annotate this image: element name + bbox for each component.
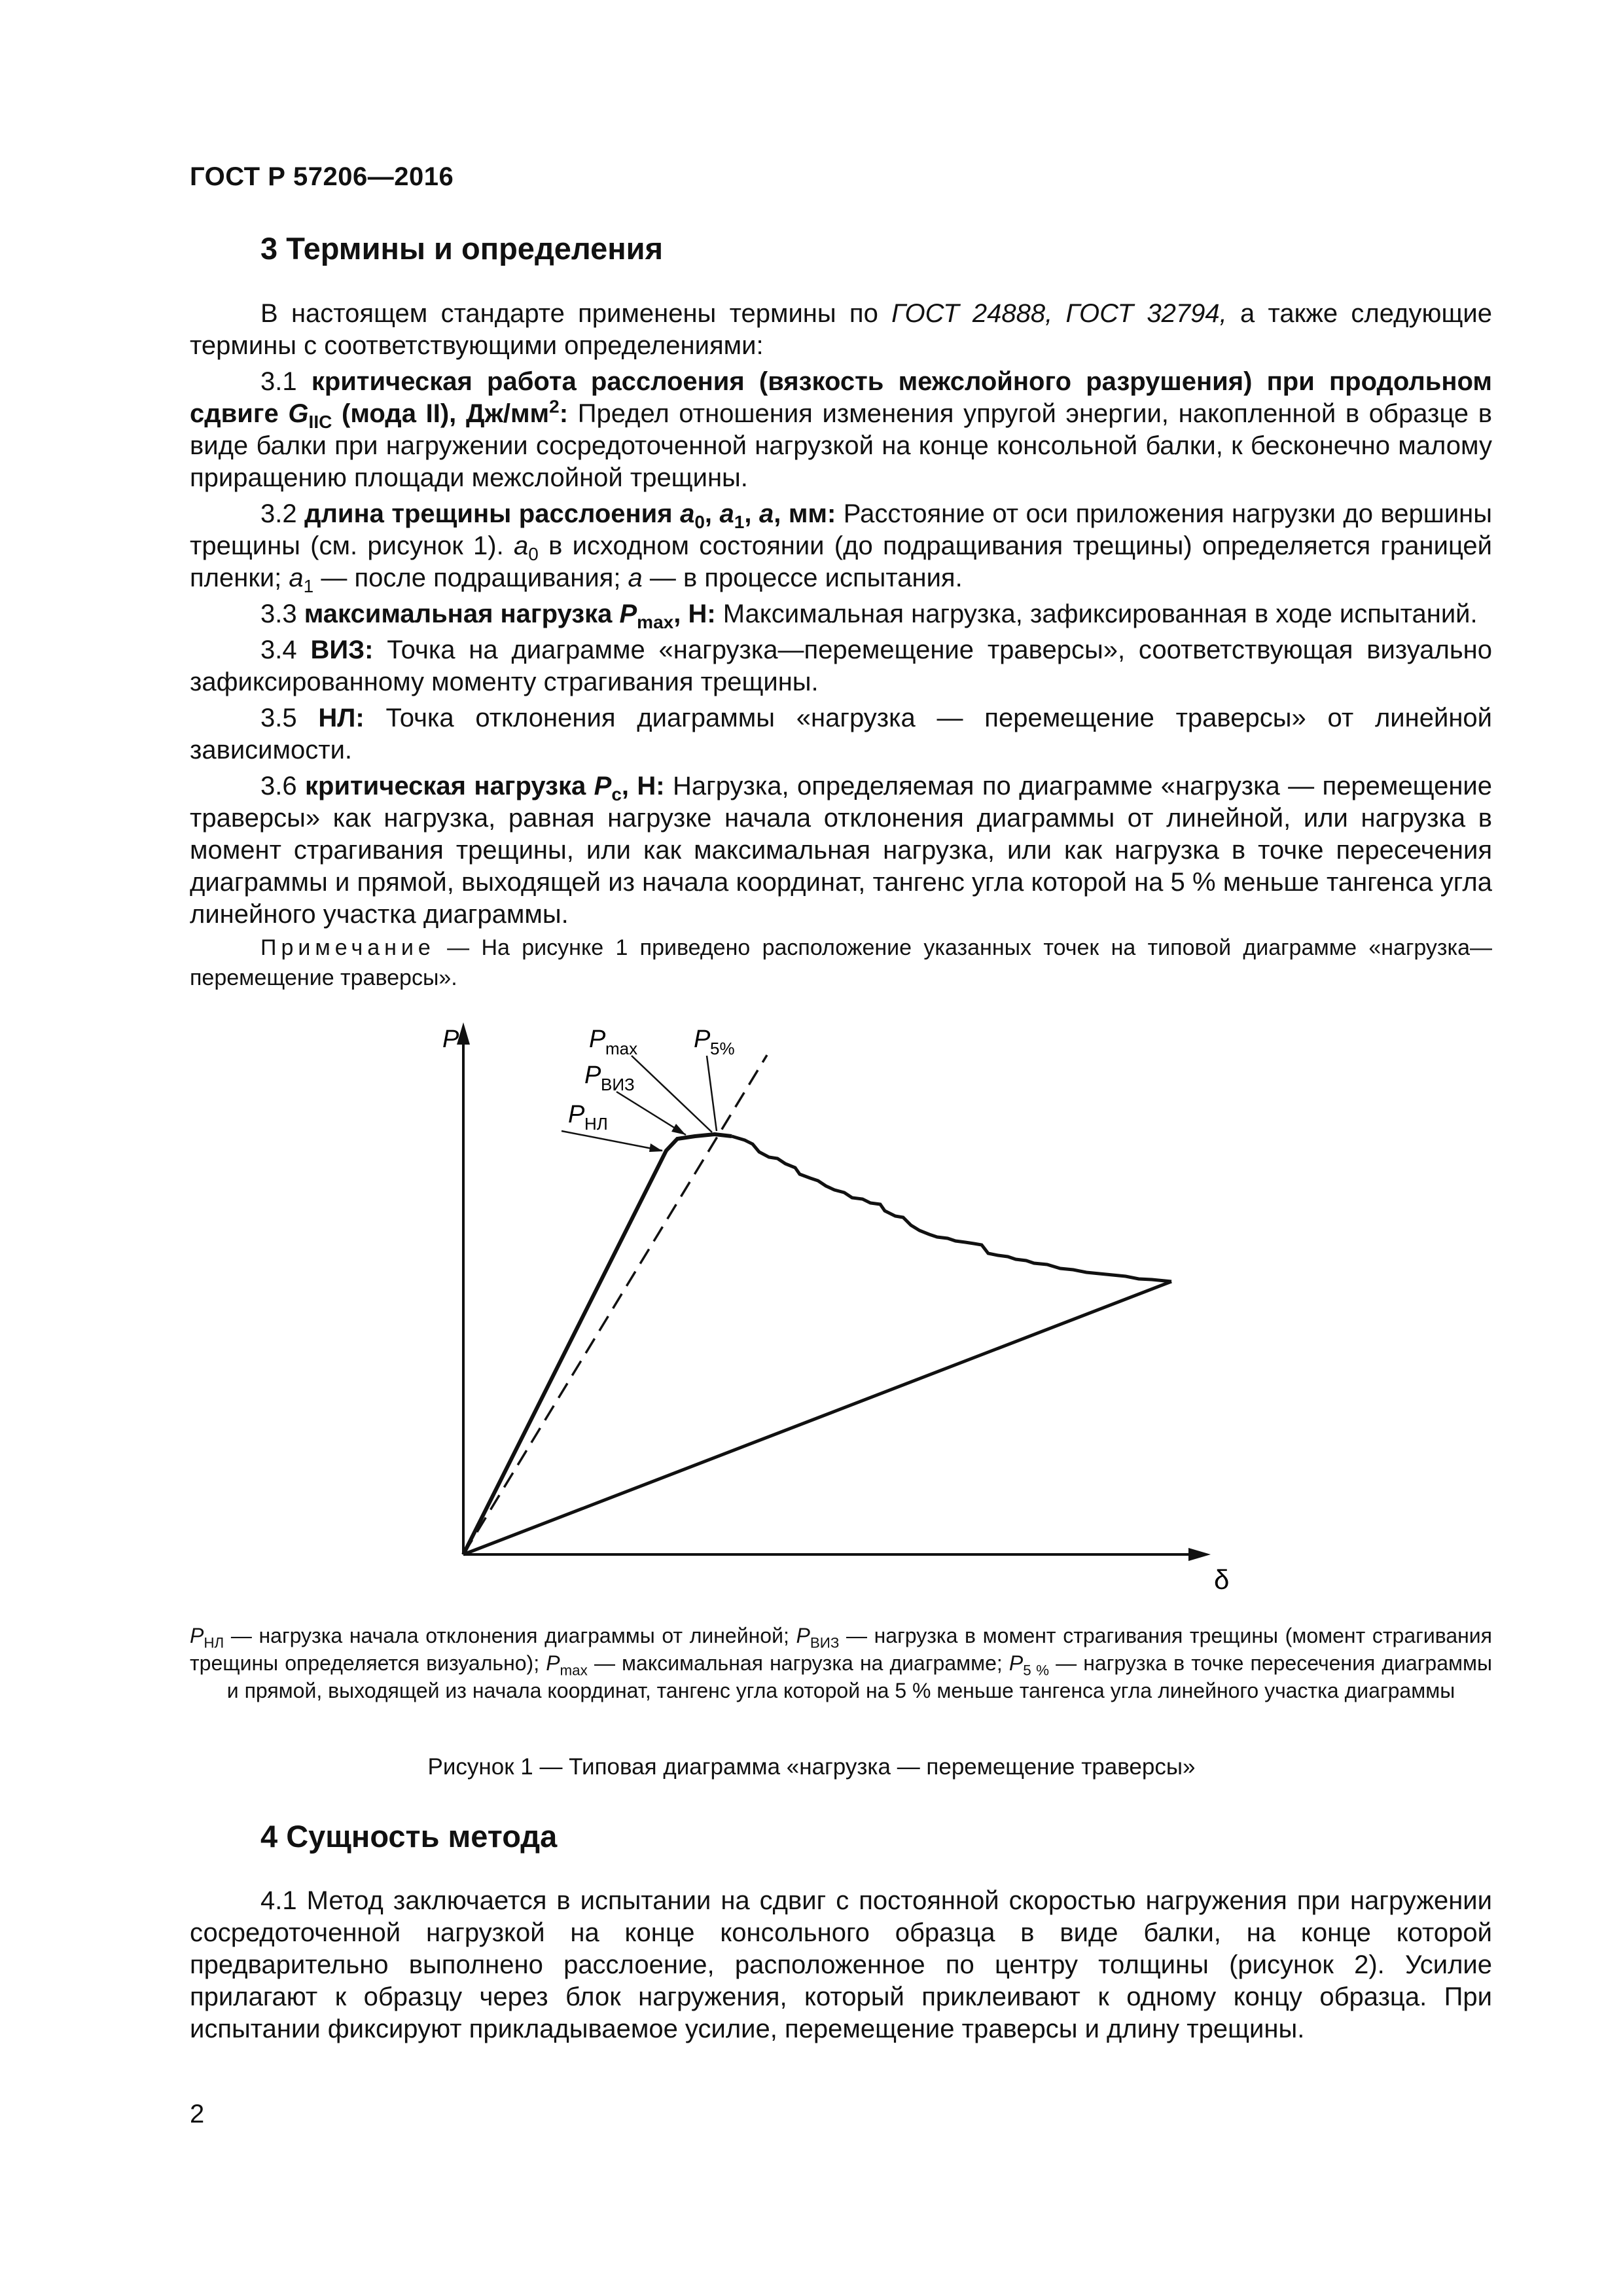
term-3-3: 3.3 максимальная нагрузка $P_{max}$, Н: Максимальная нагрузка, зафиксированная в ходе испытаний.	[260, 600, 1478, 632]
x-axis-arrow-icon	[1188, 1548, 1211, 1561]
axis-y-label: P	[442, 1026, 459, 1053]
offset-5-percent-line	[463, 1055, 767, 1554]
label-pnl-sub: НЛ	[584, 1114, 608, 1134]
load-curve-crack-growth	[732, 1136, 1171, 1282]
leader-pviz-arrow-icon	[671, 1124, 686, 1135]
section-4-body	[190, 1885, 1492, 2049]
unloading-line	[463, 1282, 1171, 1554]
label-p5: P	[694, 1026, 711, 1053]
term-3-6: 3.6 критическая нагрузка $P_c$, Н: Нагрузка, определяемая по диаграмме «нагрузка — перемещение траверсы» как нагрузка, равная нагрузке начала отклонения диаграммы от линейной, или нагрузка в момент страгивания трещины, или как максимальная нагрузка, или как нагрузка в точке пересечения диаграммы и прямой, выходящей из начала координат, тангенс угла которой на 5 % меньше тангенса угла линейного участка диаграммы.	[190, 772, 1493, 929]
section-3-title: 3 Термины и определения	[260, 231, 663, 266]
intro-paragraph: В настоящем стандарте применены термины по ГОСТ 24888, ГОСТ 32794, а также следующие термины с соответствующими определениями:	[190, 299, 1492, 360]
label-pnl: P	[568, 1101, 585, 1128]
label-pmax: P	[589, 1026, 606, 1053]
note-paragraph: Примечание — На рисунке 1 приведено расположение указанных точек на типовой диаграмме «нагрузка—перемещение траверсы».	[190, 935, 1492, 990]
document-header: ГОСТ Р 57206—2016	[190, 162, 454, 191]
leader-pnl-arrow-icon	[649, 1143, 663, 1152]
leader-pnl	[562, 1131, 662, 1151]
leader-p5	[707, 1056, 717, 1131]
clause-4-1: 4.1 Метод заключается в испытании на сдвиг с постоянной скоростью нагружения при нагружении сосредоточенной нагрузкой на конце консольного образца в виде балки, на конце которой предварительно выполнено расслоение, расположенное по центру толщины (рисунок 2). Усилие прилагают к образцу через блок нагружения, который приклеивают к одному концу образца. При испытании фиксируют прикладываемое усилие, перемещение траверсы и длину трещины.	[190, 1886, 1492, 2043]
term-3-1: 3.1 критическая работа расслоения (вязкость межслойного разрушения) при продольном сдвиге $G_{IIC}$ (мода II), $Дж/мм^2$: Предел отношения изменения упругой энергии, накопленной в образце в виде балки при нагружении сосредоточенной нагрузкой на конце консольной балки, к бесконечно малому приращению площади межслойной трещины.	[190, 367, 1492, 492]
figure-1-caption: Рисунок 1 — Типовая диаграмма «нагрузка — перемещение траверсы»	[427, 1754, 1196, 1780]
axis-x-label: δ	[1214, 1564, 1230, 1595]
page-number: 2	[190, 2100, 205, 2128]
term-3-2: 3.2 длина трещины расслоения $a_0$, $a_1$, a, мм: Расстояние от оси приложения нагрузки до вершины трещины (см. рисунок 1). $a_0$ в исходном состоянии (до подращивания трещины) определяется границей пленки; $a_1$ — после подращивания; a — в процессе испытания.	[190, 499, 1493, 596]
label-pviz-sub: ВИЗ	[601, 1075, 635, 1094]
label-pmax-sub: max	[605, 1039, 638, 1058]
section-4-title: 4 Сущность метода	[260, 1819, 558, 1854]
leader-pmax	[632, 1056, 712, 1132]
term-3-5: 3.5 НЛ: Точка отклонения диаграммы «нагрузка — перемещение траверсы» от линейной зависимости.	[190, 704, 1492, 764]
load-curve-linear	[463, 1134, 732, 1554]
label-p5-sub: 5%	[710, 1039, 735, 1058]
figure-1-legend: $P_{НЛ}$ — нагрузка начала отклонения диаграммы от линейной; $P_{ВИЗ}$ — нагрузка в момент страгивания трещины (момент страгивания трещины определяется визуально); $P_{max}$ — максимальная нагрузка на диаграмме; $P_{5 \%}$ — нагрузка в точке пересечения диаграммы и прямой, выходящей из начала координат, тангенс угла которой на 5 % меньше тангенса угла линейного участка диаграммы	[190, 1624, 1493, 1702]
term-3-4: 3.4 ВИЗ: Точка на диаграмме «нагрузка—перемещение траверсы», соответствующая визуально зафиксированному моменту страгивания трещины.	[190, 636, 1493, 696]
label-pviz: P	[584, 1062, 601, 1089]
